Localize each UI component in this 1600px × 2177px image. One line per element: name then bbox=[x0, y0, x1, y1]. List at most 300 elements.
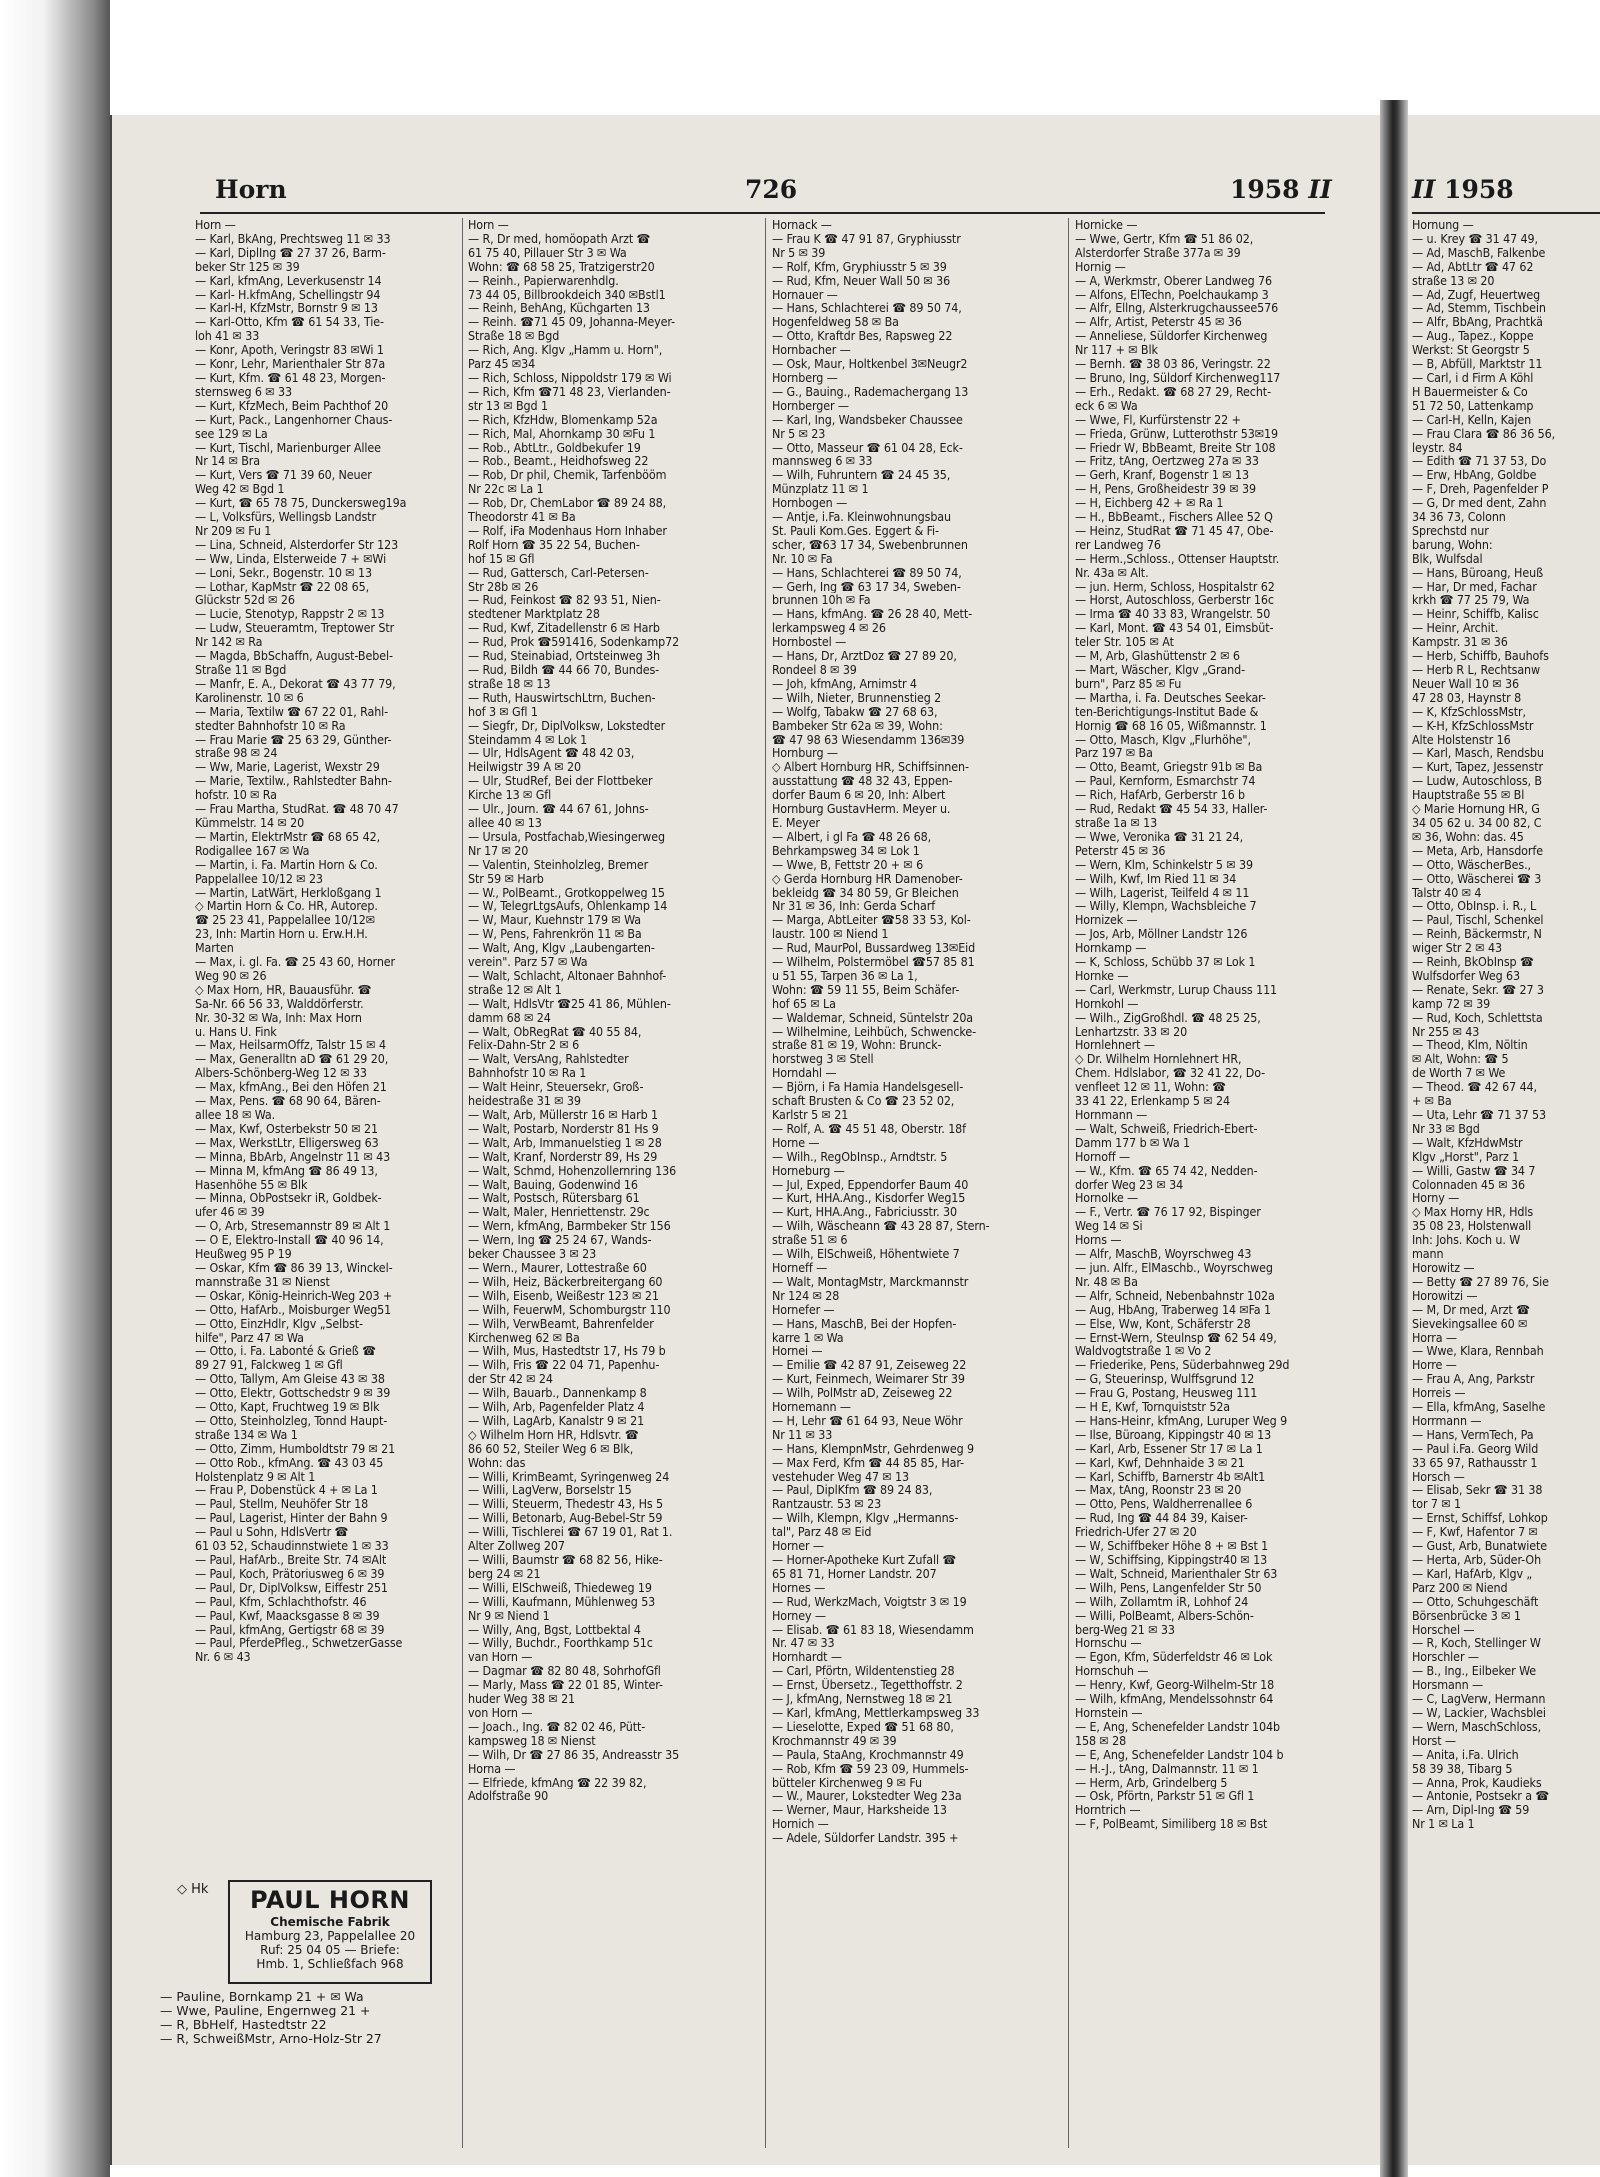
directory-entry-line: — Friederike, Pens, Süderbahnweg 29d bbox=[1075, 1358, 1290, 1373]
directory-entry-line: — Kurt, Vers ☎ 71 39 60, Neuer bbox=[195, 468, 372, 483]
directory-entry-line: — Jos, Arb, Möllner Landstr 126 bbox=[1075, 927, 1248, 942]
directory-entry-line: — Karl, Ing, Wandsbeker Chaussee bbox=[772, 412, 963, 427]
directory-entry-line: Neuer Wall 10 ✉ 36 bbox=[1412, 675, 1520, 691]
directory-entry-line: — Max, i. gl. Fa. ☎ 25 43 60, Horner bbox=[195, 955, 396, 969]
directory-entry-line: Hornemann — bbox=[772, 1400, 851, 1414]
directory-entry-line: — Edith ☎ 71 37 53, Do bbox=[1412, 453, 1547, 469]
directory-entry-line: — Wilh, Dr ☎ 27 86 35, Andreasstr 35 bbox=[468, 1747, 680, 1762]
directory-entry-line: — Karl, HafArb, Klgv „ bbox=[1412, 1565, 1533, 1581]
directory-entry-line: Kirche 13 ✉ Gfl bbox=[468, 788, 552, 803]
directory-entry-line: Börsenbrücke 3 ✉ 1 bbox=[1412, 1607, 1521, 1623]
directory-entry-line: — A, Werkmstr, Oberer Landweg 76 bbox=[1075, 273, 1273, 288]
directory-entry-line: — Frau A, Ang, Parkstr bbox=[1412, 1371, 1535, 1387]
directory-entry-line: 89 27 91, Falckweg 1 ✉ Gfl bbox=[195, 1358, 343, 1373]
directory-entry-line: 33 65 97, Rathausstr 1 bbox=[1412, 1454, 1538, 1470]
directory-entry-line: — Walt, ObRegRat ☎ 40 55 84, bbox=[468, 1024, 642, 1039]
directory-entry-line: — Wilh, Fuhruntern ☎ 24 45 35, bbox=[772, 468, 951, 483]
directory-entry-line: bütteler Kirchenweg 9 ✉ Fu bbox=[772, 1775, 922, 1790]
directory-entry-line: — Kurt, Tischl, Marienburger Allee bbox=[195, 440, 381, 455]
directory-entry-line: — Otto, Wäscherei ☎ 3 bbox=[1412, 870, 1542, 886]
directory-entry-line: — Gerh, Ing ☎ 63 17 34, Sweben- bbox=[772, 579, 961, 594]
directory-entry-line: — Lieselotte, Exped ☎ 51 68 80, bbox=[772, 1719, 954, 1734]
directory-entry-line: — W, Pens, Fahrenkrön 11 ✉ Ba bbox=[468, 927, 642, 942]
directory-entry-line: Nr 14 ✉ Bra bbox=[195, 454, 261, 469]
directory-entry-line: Albers-Schönberg-Weg 12 ✉ 33 bbox=[195, 1066, 367, 1081]
directory-entry-line: Hornbacher — bbox=[772, 343, 851, 358]
directory-entry-line: — Kurt, Pack., Langenhorner Chaus- bbox=[195, 412, 393, 427]
directory-entry-line: straße 98 ✉ 24 bbox=[195, 746, 278, 761]
directory-entry-line: krkh ☎ 77 25 79, Wa bbox=[1412, 592, 1530, 608]
directory-entry-line: straße 81 ✉ 19, Wohn: Brunck- bbox=[772, 1038, 942, 1053]
directory-entry-line: Hornhardt — bbox=[772, 1650, 842, 1665]
directory-entry-line: — Kurt, Feinmech, Weimarer Str 39 bbox=[772, 1372, 965, 1387]
directory-entry-line: — Otto, i. Fa. Labonté & Grieß ☎ bbox=[195, 1344, 376, 1359]
header-volume: II bbox=[1308, 175, 1332, 204]
directory-entry-line: straße 134 ✉ Wa 1 bbox=[195, 1427, 298, 1442]
directory-entry-line: ◇ Max Horny HR, Hdls bbox=[1412, 1204, 1534, 1220]
directory-entry-line: Hogenfeldweg 58 ✉ Ba bbox=[772, 315, 899, 330]
directory-entry-line: — W, Schiffsing, Kippingstr40 ✉ 13 bbox=[1075, 1553, 1268, 1567]
directory-entry-line: — Wilh, FeuerwM, Schomburgstr 110 bbox=[468, 1302, 671, 1317]
directory-entry-line: — E, Ang, Schenefelder Landstr 104b bbox=[1075, 1719, 1280, 1734]
directory-entry-line: ◇ Albert Hornburg HR, Schiffsinnen- bbox=[772, 760, 969, 775]
ad-mailbox: Hmb. 1, Schließfach 968 bbox=[256, 1957, 404, 1971]
directory-entry-line: Horrmann — bbox=[1412, 1412, 1482, 1428]
directory-entry-line: — Hans, Büroang, Heuß bbox=[1412, 564, 1543, 580]
directory-entry-line: — Karl, BkAng, Prechtsweg 11 ✉ 33 bbox=[195, 231, 391, 246]
directory-entry-line: Nr. 6 ✉ 43 bbox=[195, 1650, 251, 1665]
directory-entry-line: tor 7 ✉ 1 bbox=[1412, 1496, 1462, 1512]
directory-entry-line: berg-Weg 21 ✉ 33 bbox=[1075, 1622, 1175, 1637]
directory-entry-line: — Kurt, KfzMech, Beim Pachthof 20 bbox=[195, 398, 389, 413]
directory-entry-line: Straße 11 ✉ Bgd bbox=[195, 663, 287, 677]
directory-entry-line: Horre — bbox=[1412, 1357, 1457, 1373]
page-number: 726 bbox=[745, 175, 798, 204]
directory-entry-line: tal", Parz 48 ✉ Eid bbox=[772, 1525, 872, 1540]
directory-entry-line: Horne — bbox=[772, 1135, 820, 1150]
directory-entry-line: — Max, HeilsarmOffz, Talstr 15 ✉ 4 bbox=[195, 1038, 386, 1053]
directory-entry-line: — W., Maurer, Lokstedter Weg 23a bbox=[772, 1789, 962, 1804]
directory-entry-line: ◇ Gerda Hornburg HR Damenober- bbox=[772, 871, 963, 886]
directory-entry-line: — Reinh, Bäckermstr, N bbox=[1412, 926, 1542, 942]
directory-entry-line: — Ruth, HauswirtschLtrn, Buchen- bbox=[468, 690, 656, 705]
directory-entry-line: — Otto, WäscherBes., bbox=[1412, 856, 1531, 872]
directory-entry-line: — Wilh, Arb, Pagenfelder Platz 4 bbox=[468, 1400, 645, 1414]
directory-entry-line: sternsweg 6 ✉ 33 bbox=[195, 384, 292, 399]
directory-entry-line: ☎ 47 98 63 Wiesendamm 136✉39 bbox=[772, 732, 965, 747]
directory-entry-line: — Wwe, Veronika ☎ 31 21 24, bbox=[1075, 829, 1244, 844]
directory-entry-line: Hasenhöhe 55 ✉ Blk bbox=[195, 1177, 308, 1192]
directory-entry-line: — Alfr, MaschB, Woyrschweg 43 bbox=[1075, 1247, 1252, 1261]
directory-entry-line: Wohn: ☎ 59 11 55, Beim Schäfer- bbox=[772, 982, 960, 997]
directory-entry-line: — Otto, Elektr, Gottschedstr 9 ✉ 39 bbox=[195, 1386, 391, 1401]
directory-entry-line: u 51 55, Tarpen 36 ✉ La 1, bbox=[772, 968, 918, 983]
directory-entry-line: Horreis — bbox=[1412, 1385, 1466, 1401]
directory-entry-line: — Rich, Ang. Klgv „Hamm u. Horn", bbox=[468, 343, 663, 358]
directory-entry-line: — Max, Generalltn aD ☎ 61 29 20, bbox=[195, 1052, 389, 1067]
directory-entry-line: St. Pauli Kom.Ges. Eggert & Fi- bbox=[772, 523, 939, 538]
directory-entry-line: teler Str. 105 ✉ At bbox=[1075, 635, 1174, 650]
directory-entry-line: — Karl, kfmAng, Mettlerkampsweg 33 bbox=[772, 1705, 980, 1720]
directory-entry-line: hof 3 ✉ Gfl 1 bbox=[468, 704, 538, 719]
directory-entry-line: — Theod. ☎ 42 67 44, bbox=[1412, 1079, 1537, 1095]
directory-entry-line: — Paul, Lagerist, Hinter der Bahn 9 bbox=[195, 1511, 388, 1526]
directory-entry-line: — Wwe, B, Fettstr 20 + ✉ 6 bbox=[772, 857, 924, 872]
directory-entry-line: allee 40 ✉ 13 bbox=[468, 815, 542, 830]
directory-entry-line: — W, Lackier, Wachsblei bbox=[1412, 1704, 1546, 1720]
directory-entry-line: — Max Ferd, Kfm ☎ 44 85 85, Har- bbox=[772, 1455, 964, 1470]
directory-entry-line: — Carl, i d Firm A Köhl bbox=[1412, 369, 1534, 385]
directory-entry-line: — W, Schiffbeker Höhe 8 + ✉ Bst 1 bbox=[1075, 1539, 1269, 1553]
directory-entry-line: — M, Dr med, Arzt ☎ bbox=[1412, 1301, 1530, 1317]
directory-entry-line: — Walt, Schmd, Hohenzollernring 136 bbox=[468, 1163, 677, 1178]
directory-entry-line: — Hans, KlempnMstr, Gehrdenweg 9 bbox=[772, 1441, 975, 1456]
directory-entry-line: Lenhartzstr. 33 ✉ 20 bbox=[1075, 1024, 1188, 1039]
directory-entry-line: Krochmannstr 49 ✉ 39 bbox=[772, 1733, 897, 1748]
directory-entry-line: — Wilh, VerwBeamt, Bahrenfelder bbox=[468, 1316, 654, 1331]
directory-entry-line: Theodorstr 41 ✉ Ba bbox=[468, 510, 576, 524]
directory-entry-line: — L, Volksfürs, Wellingsb Landstr bbox=[195, 510, 376, 524]
directory-entry-line: wiger Str 2 ✉ 43 bbox=[1412, 940, 1502, 956]
directory-entry-line: — Lucie, Stenotyp, Rappstr 2 ✉ 13 bbox=[195, 607, 385, 622]
directory-entry-line: — Willy, Ang, Bgst, Lottbektal 4 bbox=[468, 1622, 641, 1637]
advertisement-box bbox=[228, 1880, 432, 1984]
directory-entry-line: mannsweg 6 ✉ 33 bbox=[772, 454, 873, 469]
directory-entry-line: Waldvogtstraße 1 ✉ Vo 2 bbox=[1075, 1344, 1212, 1359]
directory-entry-line: Nr 9 ✉ Niend 1 bbox=[468, 1608, 550, 1623]
directory-entry-line: — Walt, Ang, Klgv „Laubengarten- bbox=[468, 941, 655, 956]
ad-company-type: Chemische Fabrik bbox=[270, 1915, 390, 1929]
directory-entry-line: Parz 200 ✉ Niend bbox=[1412, 1579, 1508, 1595]
directory-entry-line: — Alfr, Artist, Peterstr 45 ✉ 36 bbox=[1075, 315, 1242, 330]
directory-entry-line: — Lothar, KapMstr ☎ 22 08 65, bbox=[195, 579, 370, 594]
directory-entry-line: — Wilh, PolMstr aD, Zeiseweg 22 bbox=[772, 1386, 953, 1401]
directory-entry-line: — Ursula, Postfachab,Wiesingerweg bbox=[468, 829, 665, 844]
directory-entry-line: — G, Steuerinsp, Wulffsgrund 12 bbox=[1075, 1372, 1255, 1387]
directory-entry-line: — Carl, Pförtn, Wildentenstieg 28 bbox=[772, 1664, 955, 1679]
directory-entry-line: Hornke — bbox=[1075, 968, 1129, 983]
directory-entry-line: — Karl- H.kfmAng, Schellingstr 94 bbox=[195, 287, 381, 302]
directory-column-1 bbox=[195, 218, 455, 1873]
directory-entry-line: Horn — bbox=[468, 218, 509, 232]
directory-entry-line: — Martin, i. Fa. Martin Horn & Co. bbox=[195, 857, 378, 872]
directory-entry-line: — Oskar, Kfm ☎ 86 39 13, Winckel- bbox=[195, 1260, 393, 1275]
directory-entry-line: — Ad, Stemm, Tischbein bbox=[1412, 300, 1546, 316]
directory-entry-line: — Rud, Prok ☎591416, Sodenkamp72 bbox=[468, 635, 680, 650]
directory-entry-line: — Wolfg, Tabakw ☎ 27 68 63, bbox=[772, 704, 938, 719]
directory-entry-line: Sievekingsallee 60 ✉ bbox=[1412, 1315, 1528, 1331]
directory-entry-line: — Karl, Masch, Rendsbu bbox=[1412, 745, 1544, 761]
directory-entry-line: — Rob., Beamt., Heidhofsweg 22 bbox=[468, 454, 649, 469]
directory-entry-line: — Alfr, BbAng, Prachtkä bbox=[1412, 314, 1543, 330]
directory-entry-line: Blk, Wulfsdal bbox=[1412, 550, 1483, 566]
directory-entry-line: vestehuder Weg 47 ✉ 13 bbox=[772, 1469, 910, 1484]
directory-entry-line: — Wilh, ElSchweiß, Höhentwiete 7 bbox=[772, 1247, 960, 1261]
directory-entry-line: Münzplatz 11 ✉ 1 bbox=[772, 482, 869, 497]
directory-entry-line: Kampstr. 31 ✉ 36 bbox=[1412, 634, 1508, 650]
directory-entry-line: — Wern, kfmAng, Barmbeker Str 156 bbox=[468, 1219, 671, 1234]
directory-entry-line: — Willi, LagVerw, Borselstr 15 bbox=[468, 1483, 632, 1498]
directory-entry-line: — Willi, PolBeamt, Albers-Schön- bbox=[1075, 1608, 1254, 1623]
directory-entry-line: Hornes — bbox=[772, 1580, 826, 1595]
directory-entry-line: lerkampsweg 4 ✉ 26 bbox=[772, 621, 886, 636]
directory-entry-line: Wohn: das bbox=[468, 1455, 526, 1470]
adjacent-page-header bbox=[1412, 175, 1514, 204]
directory-entry-line: — Mart, Wäscher, Klgv „Grand- bbox=[1075, 663, 1246, 677]
directory-entry-line: barung, Wohn: bbox=[1412, 536, 1493, 552]
directory-entry-line: Horschel — bbox=[1412, 1621, 1475, 1637]
book-edge-shadow bbox=[0, 0, 110, 2177]
directory-entry-line: — B., Ing., Eilbeker We bbox=[1412, 1663, 1537, 1679]
directory-entry-line: — Ad, Zugf, Heuertweg bbox=[1412, 286, 1541, 302]
directory-entry-line: — Magda, BbSchaffn, August-Bebel- bbox=[195, 649, 393, 663]
directory-entry-line: Friedrich-Ufer 27 ✉ 20 bbox=[1075, 1525, 1197, 1540]
directory-entry-line: — Hans, kfmAng. ☎ 26 28 40, Mett- bbox=[772, 607, 973, 622]
directory-entry-line: Bahnhofstr 10 ✉ Ra 1 bbox=[468, 1066, 587, 1081]
directory-entry-line: Heilwigstr 39 A ✉ 20 bbox=[468, 760, 581, 775]
directory-entry-line: Kirchenweg 62 ✉ Ba bbox=[468, 1330, 580, 1345]
directory-entry-line: — Wern, MaschSchloss, bbox=[1412, 1718, 1542, 1734]
directory-entry-line: verein". Parz 57 ✉ Wa bbox=[468, 955, 588, 969]
directory-entry-line: — Paul, Tischl, Schenkel bbox=[1412, 912, 1544, 928]
directory-entry-line: damm 68 ✉ 24 bbox=[468, 1010, 551, 1025]
directory-entry-line: — Frau G, Postang, Heusweg 111 bbox=[1075, 1386, 1258, 1401]
directory-entry-line: bekleidg ☎ 34 80 59, Gr Bleichen bbox=[772, 885, 959, 900]
directory-entry-line: Horneburg — bbox=[772, 1163, 845, 1178]
directory-entry-line: Holstenplatz 9 ✉ Alt 1 bbox=[195, 1469, 316, 1484]
directory-entry-line: — Paul, PferdePfleg., SchwetzerGasse bbox=[195, 1636, 403, 1651]
directory-entry-line: — Wilh, LagArb, Kanalstr 9 ✉ 21 bbox=[468, 1413, 645, 1428]
directory-entry-line: Hornstein — bbox=[1075, 1705, 1143, 1720]
directory-entry-line: — H, Lehr ☎ 61 64 93, Neue Wöhr bbox=[772, 1413, 963, 1428]
directory-entry-line: — R, SchweißMstr, Arno-Holz-Str 27 bbox=[160, 2032, 382, 2046]
directory-entry-line: — Osk, Pförtn, Parkstr 51 ✉ Gfl 1 bbox=[1075, 1789, 1255, 1804]
directory-entry-line: — Erh., Redakt. ☎ 68 27 29, Recht- bbox=[1075, 384, 1271, 399]
directory-entry-line: Hornmann — bbox=[1075, 1108, 1148, 1122]
directory-entry-line: — F, PolBeamt, Similiberg 18 ✉ Bst bbox=[1075, 1817, 1268, 1832]
directory-entry-line: — O E, Elektro-Install ☎ 40 96 14, bbox=[195, 1233, 384, 1248]
directory-entry-line: — Rud, Kwf, Zitadellenstr 6 ✉ Harb bbox=[468, 621, 660, 636]
directory-entry-line: ausstattung ☎ 48 32 43, Eppen- bbox=[772, 774, 953, 789]
directory-entry-line: — Willi, Tischlerei ☎ 67 19 01, Rat 1. bbox=[468, 1525, 673, 1540]
directory-entry-line: Sa-Nr. 66 56 33, Walddörferstr. bbox=[195, 996, 364, 1011]
directory-entry-line: Nr. 47 ✉ 33 bbox=[772, 1636, 835, 1651]
directory-entry-line: — Walt, VersAng, Rahlstedter bbox=[468, 1052, 629, 1067]
directory-entry-line: — Walt, Maler, Henriettenstr. 29c bbox=[468, 1205, 650, 1220]
directory-entry-line: — Fritz, tAng, Oertzweg 27a ✉ 33 bbox=[1075, 454, 1259, 469]
directory-entry-line: 158 ✉ 28 bbox=[1075, 1733, 1127, 1748]
directory-entry-line: — Walt, Postarb, Norderstr 81 Hs 9 bbox=[468, 1121, 659, 1136]
directory-entry-line: mann bbox=[1412, 1246, 1444, 1262]
directory-entry-line: — Rud, WerkzMach, Voigtstr 3 ✉ 19 bbox=[772, 1594, 967, 1609]
directory-entry-line: Hornich — bbox=[772, 1817, 829, 1832]
directory-entry-line: hof 65 ✉ La bbox=[772, 996, 836, 1011]
directory-entry-line: Nr 209 ✉ Fu 1 bbox=[195, 523, 272, 538]
directory-entry-line: str 13 ✉ Bgd 1 bbox=[468, 398, 548, 413]
directory-entry-line: — Willi, Steuerm, Thedestr 43, Hs 5 bbox=[468, 1497, 663, 1512]
directory-entry-line: — Antonie, Postsekr a ☎ bbox=[1412, 1788, 1550, 1804]
directory-entry-line: — Karl, Schiffb, Barnerstr 4b ✉Alt1 bbox=[1075, 1469, 1266, 1484]
directory-entry-line: — Marly, Mass ☎ 22 01 85, Winter- bbox=[468, 1678, 663, 1693]
directory-entry-line: Horneff — bbox=[772, 1260, 828, 1275]
directory-entry-line: — Rud, Kfm, Neuer Wall 50 ✉ 36 bbox=[772, 273, 951, 288]
directory-entry-line: — Herta, Arb, Süder-Oh bbox=[1412, 1552, 1542, 1567]
directory-entry-line: — W., Kfm. ☎ 65 74 42, Nedden- bbox=[1075, 1163, 1258, 1178]
directory-entry-line: — Antje, i.Fa. Kleinwohnungsbau bbox=[772, 510, 952, 524]
directory-entry-line: Hornkamp — bbox=[1075, 941, 1147, 956]
directory-entry-line: — Herm.,Schloss., Ottenser Hauptstr. bbox=[1075, 551, 1280, 566]
directory-entry-line: — Walt, Schweiß, Friedrich-Ebert- bbox=[1075, 1121, 1258, 1136]
directory-entry-line: — Marie, Textilw., Rahlstedter Bahn- bbox=[195, 774, 392, 789]
directory-entry-line: — Willi, Kaufmann, Mühlenweg 53 bbox=[468, 1594, 656, 1609]
directory-entry-line: — Rud, MaurPol, Bussardweg 13✉Eid bbox=[772, 941, 976, 956]
directory-entry-line: — W, Maur, Kuehnstr 179 ✉ Wa bbox=[468, 913, 641, 928]
directory-entry-line: de Worth 7 ✉ We bbox=[1412, 1065, 1506, 1081]
directory-entry-line: — Uta, Lehr ☎ 71 37 53 bbox=[1412, 1107, 1547, 1122]
directory-entry-line: — Walt, Postsch, Rütersbarg 61 bbox=[468, 1191, 640, 1206]
directory-entry-line: — Marga, AbtLeiter ☎58 33 53, Kol- bbox=[772, 913, 971, 928]
directory-entry-line: — Hans, Schlachterei ☎ 89 50 74, bbox=[772, 565, 962, 580]
directory-entry-line: — Bernh. ☎ 38 03 86, Veringstr. 22 bbox=[1075, 357, 1271, 371]
directory-entry-line: stedter Bahnhofstr 10 ✉ Ra bbox=[195, 718, 346, 733]
adjacent-directory-column bbox=[1412, 218, 1600, 2148]
directory-entry-line: — Wern, Ing ☎ 25 24 67, Wands- bbox=[468, 1233, 652, 1248]
directory-entry-line: — E, Ang, Schenefelder Landstr 104 b bbox=[1075, 1747, 1284, 1762]
directory-entry-line: Weg 90 ✉ 26 bbox=[195, 968, 267, 983]
directory-entry-line: Nr. 10 ✉ Fa bbox=[772, 551, 833, 566]
directory-entry-line: Hornei — bbox=[772, 1344, 823, 1359]
directory-entry-line: Horst — bbox=[1412, 1732, 1456, 1748]
directory-entry-line: — Reinh. ☎71 45 09, Johanna-Meyer- bbox=[468, 315, 675, 330]
directory-entry-line: — Ernst, Schiffsf, Lohkop bbox=[1412, 1510, 1548, 1526]
directory-entry-line: Hornberg — bbox=[772, 370, 838, 385]
directory-entry-line: Hornig — bbox=[1075, 259, 1126, 274]
directory-entry-line: Hornolke — bbox=[1075, 1191, 1139, 1206]
directory-entry-line: — Wilh, Fris ☎ 22 04 71, Papenhu- bbox=[468, 1358, 660, 1373]
directory-entry-line: Hornburg — bbox=[772, 746, 838, 761]
directory-entry-line: — Konr, Lehr, Marienthaler Str 87a bbox=[195, 357, 386, 371]
directory-entry-line: — Frieda, Grünw, Lutterothstr 53✉19 bbox=[1075, 426, 1278, 441]
directory-entry-line: — Wilh, Kwf, Im Ried 11 ✉ 34 bbox=[1075, 871, 1237, 886]
directory-entry-line: — Reinh., Papierwarenhdlg. bbox=[468, 273, 619, 288]
directory-entry-line: eck 6 ✉ Wa bbox=[1075, 398, 1138, 413]
directory-entry-line: Nr 11 ✉ 33 bbox=[772, 1427, 833, 1442]
directory-entry-line: — O, Arb, Stresemannstr 89 ✉ Alt 1 bbox=[195, 1219, 391, 1234]
directory-entry-line: — Bruno, Ing, Süldorf Kirchenweg117 bbox=[1075, 370, 1281, 385]
directory-entry-line: — Wilh., RegObInsp., Arndtstr. 5 bbox=[772, 1149, 948, 1164]
directory-entry-line: — Karl, Mont. ☎ 43 54 01, Eimsbüt- bbox=[1075, 621, 1274, 636]
directory-entry-line: E. Meyer bbox=[772, 815, 820, 830]
directory-entry-line: — Paul, Kwf, Maacksgasse 8 ✉ 39 bbox=[195, 1608, 380, 1623]
directory-entry-line: — Joh, kfmAng, Arnimstr 4 bbox=[772, 676, 917, 691]
directory-entry-line: — Ella, kfmAng, Saselhe bbox=[1412, 1399, 1546, 1415]
directory-entry-line: Bambeker Str 62a ✉ 39, Wohn: bbox=[772, 718, 943, 733]
directory-entry-line: — Kurt, HHA.Ang., Kisdorfer Weg15 bbox=[772, 1191, 966, 1206]
directory-entry-line: — Ulr., Journ. ☎ 44 67 61, Johns- bbox=[468, 802, 649, 816]
directory-entry-line: Hornlehnert — bbox=[1075, 1038, 1155, 1053]
directory-entry-line: Hornoff — bbox=[1075, 1149, 1131, 1164]
directory-entry-line: Behrkampsweg 34 ✉ Lok 1 bbox=[772, 843, 920, 858]
directory-entry-line: — Erw, HbAng, Goldbe bbox=[1412, 467, 1537, 483]
directory-entry-line: — Frau P, Dobenstück 4 + ✉ La 1 bbox=[195, 1483, 378, 1498]
book-gutter bbox=[1380, 100, 1408, 2177]
directory-entry-line: Hauptstraße 55 ✉ Bl bbox=[1412, 787, 1525, 803]
directory-entry-line: Kümmelstr. 14 ✉ 20 bbox=[195, 815, 305, 830]
directory-entry-line: kampsweg 18 ✉ Nienst bbox=[468, 1733, 596, 1748]
directory-entry-line: — Pauline, Bornkamp 21 + ✉ Wa bbox=[160, 1990, 364, 2004]
directory-entry-line: — Reinh, BehAng, Küchgarten 13 bbox=[468, 301, 650, 316]
directory-entry-line: — G, Dr med dent, Zahn bbox=[1412, 495, 1547, 511]
directory-entry-line: Sprechstd nur bbox=[1412, 522, 1489, 538]
directory-entry-line: — Hans, VermTech, Pa bbox=[1412, 1426, 1534, 1442]
directory-entry-line: van Horn — bbox=[468, 1650, 533, 1665]
directory-entry-line: — K-H, KfzSchlossMstr bbox=[1412, 717, 1534, 733]
directory-entry-line: Hornicke — bbox=[1075, 218, 1138, 232]
directory-entry-line: ◇ Dr. Wilhelm Hornlehnert HR, bbox=[1075, 1052, 1242, 1067]
directory-entry-line: 51 72 50, Lattenkamp bbox=[1412, 397, 1534, 413]
directory-entry-line: — Otto, Steinholzleg, Tonnd Haupt- bbox=[195, 1413, 388, 1428]
directory-entry-line: ✉ Alt, Wohn: ☎ 5 bbox=[1412, 1051, 1509, 1067]
directory-entry-line: — Ad, MaschB, Falkenbe bbox=[1412, 244, 1546, 260]
directory-entry-line: — Rich, Mal, Ahornkamp 30 ✉Fu 1 bbox=[468, 426, 656, 441]
directory-entry-line: — Rob., AbtLtr., Goldbekufer 19 bbox=[468, 440, 641, 455]
directory-column-2 bbox=[468, 218, 758, 2148]
header-year bbox=[1230, 175, 1332, 204]
directory-entry-line: — Rich, HafArb, Gerberstr 16 b bbox=[1075, 788, 1245, 803]
directory-entry-line: — Paul, Koch, Prätoriusweg 6 ✉ 39 bbox=[195, 1566, 385, 1581]
directory-entry-line: — Willi, KrimBeamt, Syringenweg 24 bbox=[468, 1469, 670, 1484]
directory-entry-line: — Walt Heinr, Steuersekr, Groß- bbox=[468, 1080, 644, 1095]
directory-entry-line: 73 44 05, Billbrookdeich 340 ✉Bstl1 bbox=[468, 287, 666, 302]
directory-entry-line: brunnen 10h ✉ Fa bbox=[772, 593, 871, 608]
directory-entry-line: — Wern., Maurer, Lottestraße 60 bbox=[468, 1260, 647, 1275]
directory-entry-line: Hornbostel — bbox=[772, 635, 847, 650]
directory-entry-line: — Betty ☎ 27 89 76, Sie bbox=[1412, 1273, 1549, 1289]
directory-entry-line: — Willi, Gastw ☎ 34 7 bbox=[1412, 1162, 1536, 1178]
directory-entry-line: loh 41 ✉ 33 bbox=[195, 329, 260, 344]
directory-entry-line: — Paul i.Fa. Georg Wild bbox=[1412, 1440, 1539, 1456]
directory-entry-line: — Paul, Stellm, Neuhöfer Str 18 bbox=[195, 1497, 369, 1512]
directory-entry-line: Hornschuh — bbox=[1075, 1664, 1149, 1679]
directory-entry-line: — Otto, Masseur ☎ 61 04 28, Eck- bbox=[772, 440, 963, 455]
directory-entry-line: — Alfons, ElTechn, Poelchaukamp 3 bbox=[1075, 287, 1269, 302]
directory-entry-line: Weg 42 ✉ Bgd 1 bbox=[195, 482, 285, 497]
directory-entry-line: — B, Abfüll, Marktstr 11 bbox=[1412, 356, 1543, 372]
directory-entry-line: straße 13 ✉ 20 bbox=[1412, 272, 1495, 288]
directory-entry-line: Horns — bbox=[1075, 1233, 1122, 1248]
directory-entry-line: 33 41 22, Erlenkamp 5 ✉ 24 bbox=[1075, 1094, 1230, 1108]
directory-entry-line: — Arn, Dipl-Ing ☎ 59 bbox=[1412, 1802, 1530, 1818]
directory-entry-line: — Max, Pens. ☎ 68 90 64, Bären- bbox=[195, 1094, 381, 1108]
directory-entry-line: — Hans, Dr, ArztDoz ☎ 27 89 20, bbox=[772, 649, 957, 663]
directory-entry-line: — Rolf, A. ☎ 45 51 48, Oberstr. 18f bbox=[772, 1121, 966, 1136]
directory-entry-line: Horschler — bbox=[1412, 1649, 1479, 1665]
directory-entry-line: — Martin, LatWärt, Herkloßgang 1 bbox=[195, 885, 382, 900]
directory-entry-line: — Willi, Betonarb, Aug-Bebel-Str 59 bbox=[468, 1511, 663, 1526]
directory-entry-line: 86 60 52, Steiler Weg 6 ✉ Blk, bbox=[468, 1441, 634, 1456]
directory-entry-line: — Carl-H, Kelln, Kajen bbox=[1412, 411, 1532, 427]
directory-entry-line: — Ww, Marie, Lagerist, Wexstr 29 bbox=[195, 760, 380, 775]
directory-entry-line: hof 15 ✉ Gfl bbox=[468, 551, 535, 566]
directory-entry-line: — Horner-Apotheke Kurt Zufall ☎ bbox=[772, 1553, 957, 1567]
directory-entry-line: — Willy, Buchdr., Foorthkamp 51c bbox=[468, 1636, 653, 1651]
directory-entry-line: Inh: Johs. Koch u. W bbox=[1412, 1232, 1521, 1248]
directory-entry-line: Hornizek — bbox=[1075, 913, 1138, 928]
directory-entry-line: — jun. Herm, Schloss, Hospitalstr 62 bbox=[1075, 579, 1275, 594]
directory-entry-line: — Karl, Arb, Essener Str 17 ✉ La 1 bbox=[1075, 1441, 1263, 1456]
directory-entry-line: — Walt, Schneid, Marienthaler Str 63 bbox=[1075, 1566, 1278, 1581]
directory-entry-line: — Herm, Arb, Grindelberg 5 bbox=[1075, 1775, 1228, 1790]
